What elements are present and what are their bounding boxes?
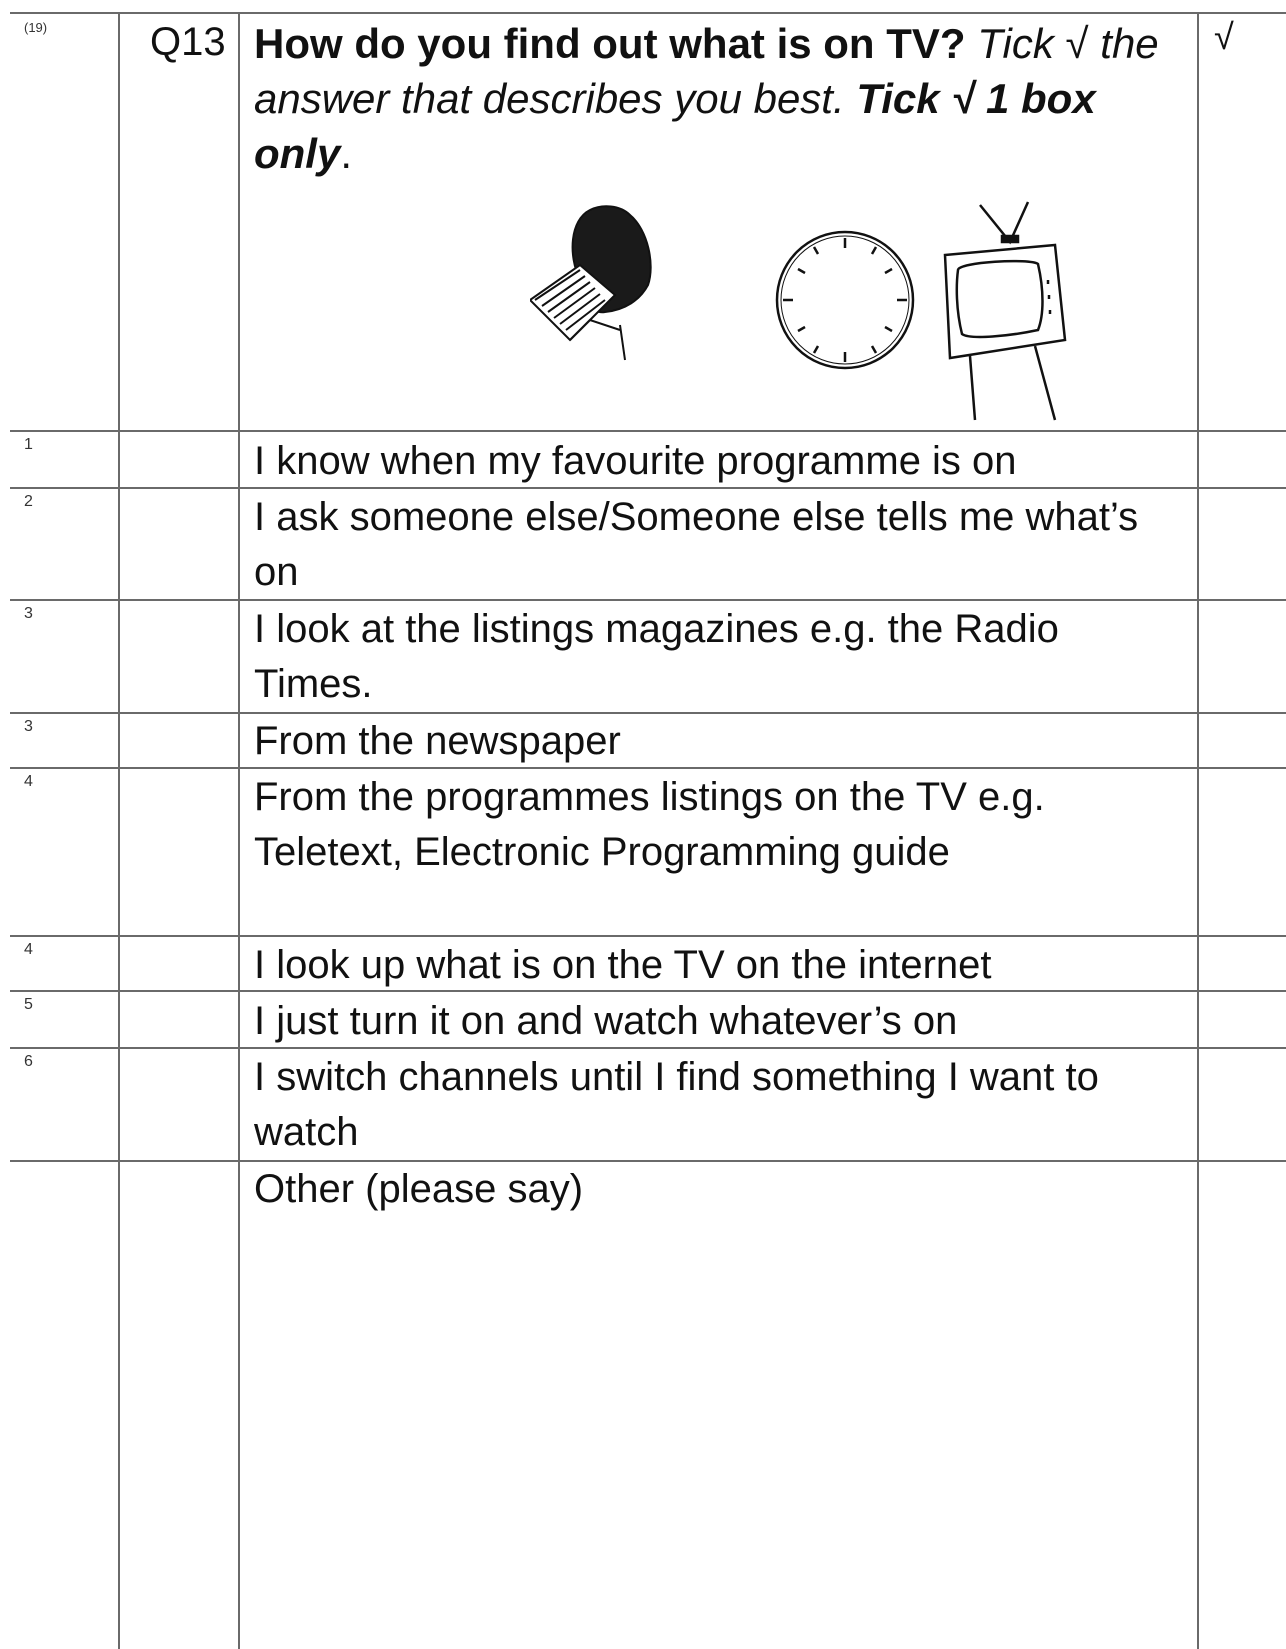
tick-box-option-4[interactable]: [1200, 714, 1286, 767]
option-code: 4: [24, 773, 33, 790]
option-label: I look up what is on the TV on the internet: [254, 943, 992, 987]
question-number: Q13: [150, 20, 226, 64]
tick-box-option-8[interactable]: [1200, 1049, 1286, 1160]
tick-box-option-1[interactable]: [1200, 432, 1286, 487]
tick-box-option-7[interactable]: [1200, 992, 1286, 1047]
option-code: 6: [24, 1053, 33, 1070]
other-write-in-area[interactable]: [244, 1224, 1194, 1644]
clock-icon: [777, 232, 913, 368]
option-code: 2: [24, 493, 33, 510]
question-ref: (19): [24, 20, 48, 35]
tick-box-option-5[interactable]: [1200, 769, 1286, 935]
option-label: I switch channels until I find something I want to watch: [254, 1055, 1099, 1154]
option-label: I just turn it on and watch whatever’s on: [254, 999, 958, 1043]
question-text: [254, 16, 1188, 181]
option-code: 3: [24, 605, 33, 622]
rule-top: [10, 12, 1286, 14]
option-label: I ask someone else/Someone else tells me what’s on: [254, 495, 1139, 594]
rule-header-bottom: [10, 430, 1286, 432]
option-code: 4: [24, 941, 33, 958]
option-label: I look at the listings magazines e.g. the Radio Times.: [254, 607, 1059, 706]
col-rule-1: [118, 12, 120, 1649]
question-text-italic: Tick √ the answer that describes you best.: [254, 20, 1159, 122]
option-label: From the programmes listings on the TV e.g. Teletext, Electronic Programming guide: [254, 775, 1045, 874]
tick-column-header: √: [1214, 16, 1234, 57]
col-rule-3: [1197, 12, 1199, 1649]
option-code: 1: [24, 436, 33, 453]
option-label: I know when my favourite programme is on: [254, 439, 1017, 483]
illustration: [530, 200, 1130, 425]
question-text-end: .: [340, 130, 353, 177]
question-text-bold-italic: Tick √ 1 box only: [254, 75, 1096, 177]
tick-box-option-3[interactable]: [1200, 601, 1286, 712]
question-text-bold: How do you find out what is on TV?: [254, 20, 966, 67]
television-icon: [945, 202, 1065, 420]
tick-box-option-2[interactable]: [1200, 489, 1286, 599]
option-code: 5: [24, 996, 33, 1013]
option-label: From the newspaper: [254, 719, 621, 763]
person-reading-magazine-icon: [530, 206, 651, 360]
col-rule-2: [238, 12, 240, 1649]
tick-box-option-6[interactable]: [1200, 937, 1286, 990]
option-code: 3: [24, 718, 33, 735]
rule-row-5: [10, 935, 1286, 937]
other-label: Other (please say): [254, 1167, 584, 1211]
